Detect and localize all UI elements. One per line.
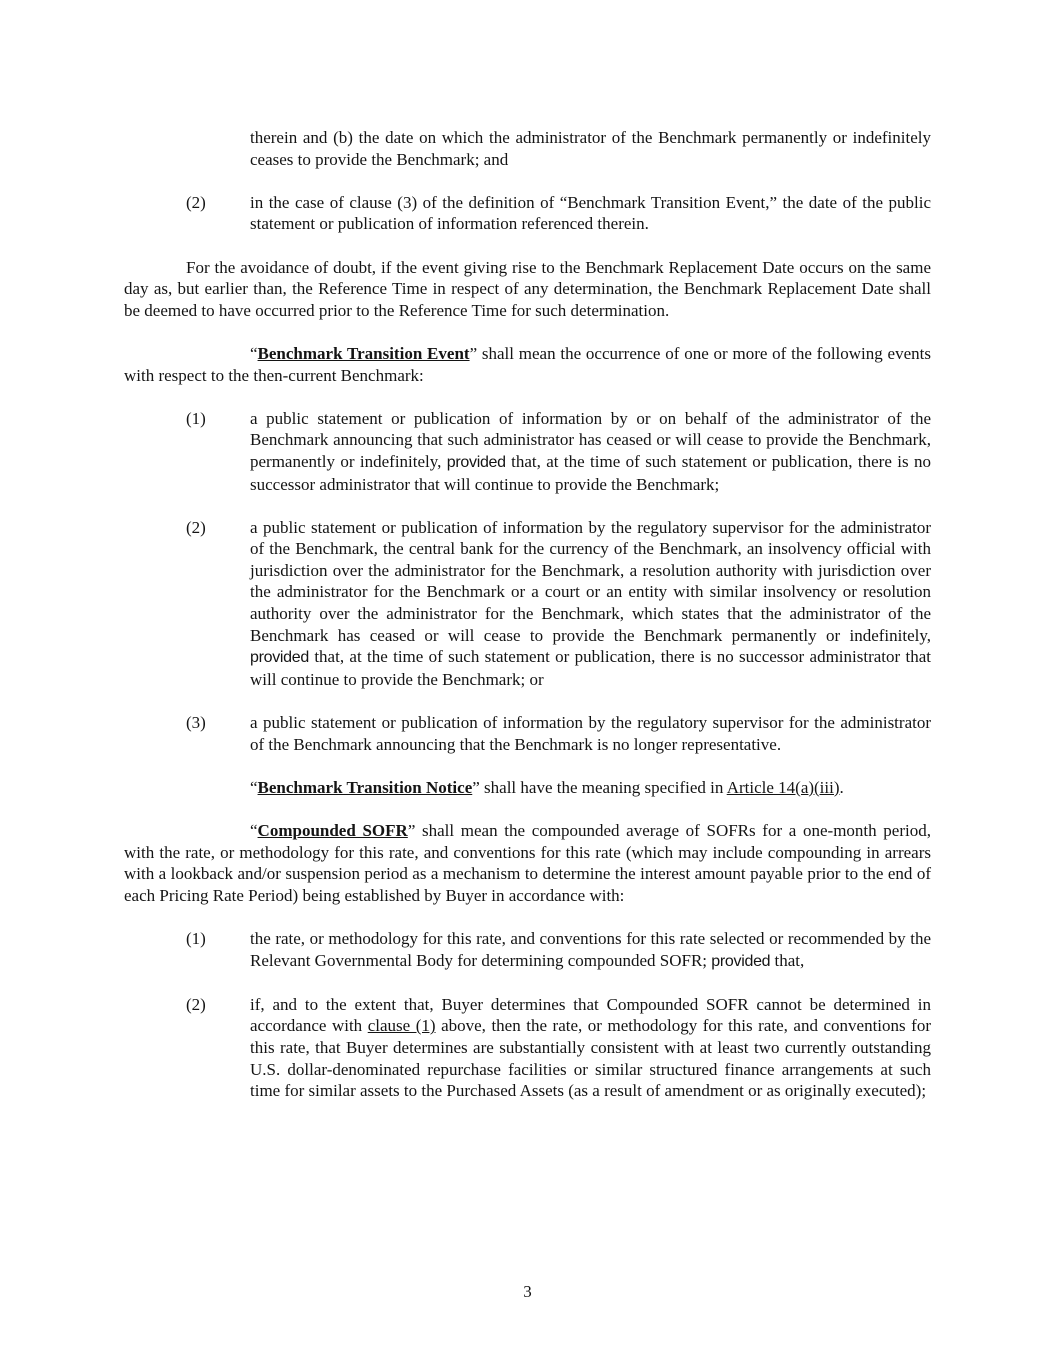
numbered-item: [186, 192, 931, 235]
paragraph: [250, 127, 931, 170]
item-number: (2): [186, 994, 206, 1014]
text-run: a public statement or publication of information by the regulatory supervisor for the administrator of the Benchmark announcing that the Benchmark is no longer representative.: [250, 713, 931, 754]
paragraph: [124, 777, 931, 799]
item-number: (3): [186, 713, 206, 733]
numbered-item: [186, 712, 931, 755]
text-run: “: [250, 777, 258, 797]
text-run: ” shall mean the occurrence of one or more of the following events with respect to the then-current Benchmark:: [124, 343, 931, 385]
numbered-item: [186, 928, 931, 972]
item-number: (2): [186, 517, 206, 537]
text-run: that, at the time of such statement or publication, there is no successor administrator that will continue to provide the Benchmark; or: [250, 647, 931, 689]
paragraph: [124, 820, 931, 906]
text-run: “: [250, 343, 258, 363]
text-run: that,: [770, 950, 805, 970]
provided-keyword: provided: [711, 952, 771, 970]
text-run: above, then the rate, or methodology for this rate, and conventions for this rate, that Buyer determines are substantially consistent with at least two currently outstanding U.S. dollar-denominated repurchase facilities or similar structured finance arrangements at such time for similar assets to the Purchased Assets (as a result of amendment or as originally executed);: [250, 1016, 931, 1101]
text-run: a public statement or publication of information by or on behalf of the administrator of the Benchmark announcing that such administrator has ceased or will cease to provide the Benchmark, permanently or indefinitely,: [250, 408, 931, 471]
text-run: if, and to the extent that, Buyer determines that Compounded SOFR cannot be determined in accordance with: [250, 994, 931, 1036]
text-run: .: [839, 777, 844, 797]
text-run: ” shall have the meaning specified in: [472, 777, 727, 797]
cross-reference: clause (1): [367, 1016, 436, 1036]
defined-term: Compounded SOFR: [257, 821, 408, 840]
numbered-item: [186, 408, 931, 495]
numbered-item: [186, 517, 931, 691]
page-footer: [0, 1281, 1055, 1303]
text-run: the rate, or methodology for this rate, and conventions for this rate selected or recommended by the Relevant Governmental Body for determining compounded SOFR;: [250, 928, 931, 970]
page-number: 3: [523, 1282, 532, 1301]
text-run: therein and (b) the date on which the administrator of the Benchmark permanently or indefinitely ceases to provide the Benchmark; and: [250, 128, 931, 169]
cross-reference: Article 14(a)(iii): [726, 777, 840, 797]
paragraph: [124, 257, 931, 322]
defined-term: Benchmark Transition Event: [257, 343, 470, 363]
text-run: ” shall mean the compounded average of SOFRs for a one-month period, with the rate, or methodology for this rate, and conventions for this rate (which may include compounding in arrears with a lookback and/or suspension period as a mechanism to determine the interest amount payable prior to the end of each Pricing Rate Period) being established by Buyer in accordance with:: [124, 821, 931, 905]
paragraph: [124, 343, 931, 386]
numbered-item: [186, 994, 931, 1102]
item-number: (2): [186, 192, 206, 212]
text-run: a public statement or publication of information by the regulatory supervisor for the administrator of the Benchmark, the central bank for the currency of the Benchmark, an insolvency official with jurisdiction over the administrator for the Benchmark, a resolution authority with jurisdiction over the administrator for the Benchmark or a court or an entity with similar insolvency or resolution authority over the administrator for the Benchmark, which states that the administrator of the Benchmark has ceased or will cease to provide the Benchmark permanently or indefinitely,: [250, 517, 931, 645]
item-number: (1): [186, 408, 206, 428]
provided-keyword: provided: [446, 453, 506, 471]
document-blocks: [124, 127, 931, 1123]
provided-keyword: provided: [250, 649, 309, 667]
text-run: that, at the time of such statement or publication, there is no successor administrator that will continue to provide the Benchmark;: [250, 451, 931, 494]
defined-term: Benchmark Transition Notice: [257, 777, 473, 797]
text-run: For the avoidance of doubt, if the event giving rise to the Benchmark Replacement Date occurs on the same day as, but earlier than, the Reference Time in respect of any determination, the Benchmark Replacement Date shall be deemed to have occurred prior to the Reference Time for such determination.: [124, 257, 931, 320]
text-run: in the case of clause (3) of the definition of “Benchmark Transition Event,” the date of the public statement or publication of information referenced therein.: [250, 192, 931, 234]
text-run: “: [250, 821, 258, 840]
item-number: (1): [186, 928, 206, 948]
